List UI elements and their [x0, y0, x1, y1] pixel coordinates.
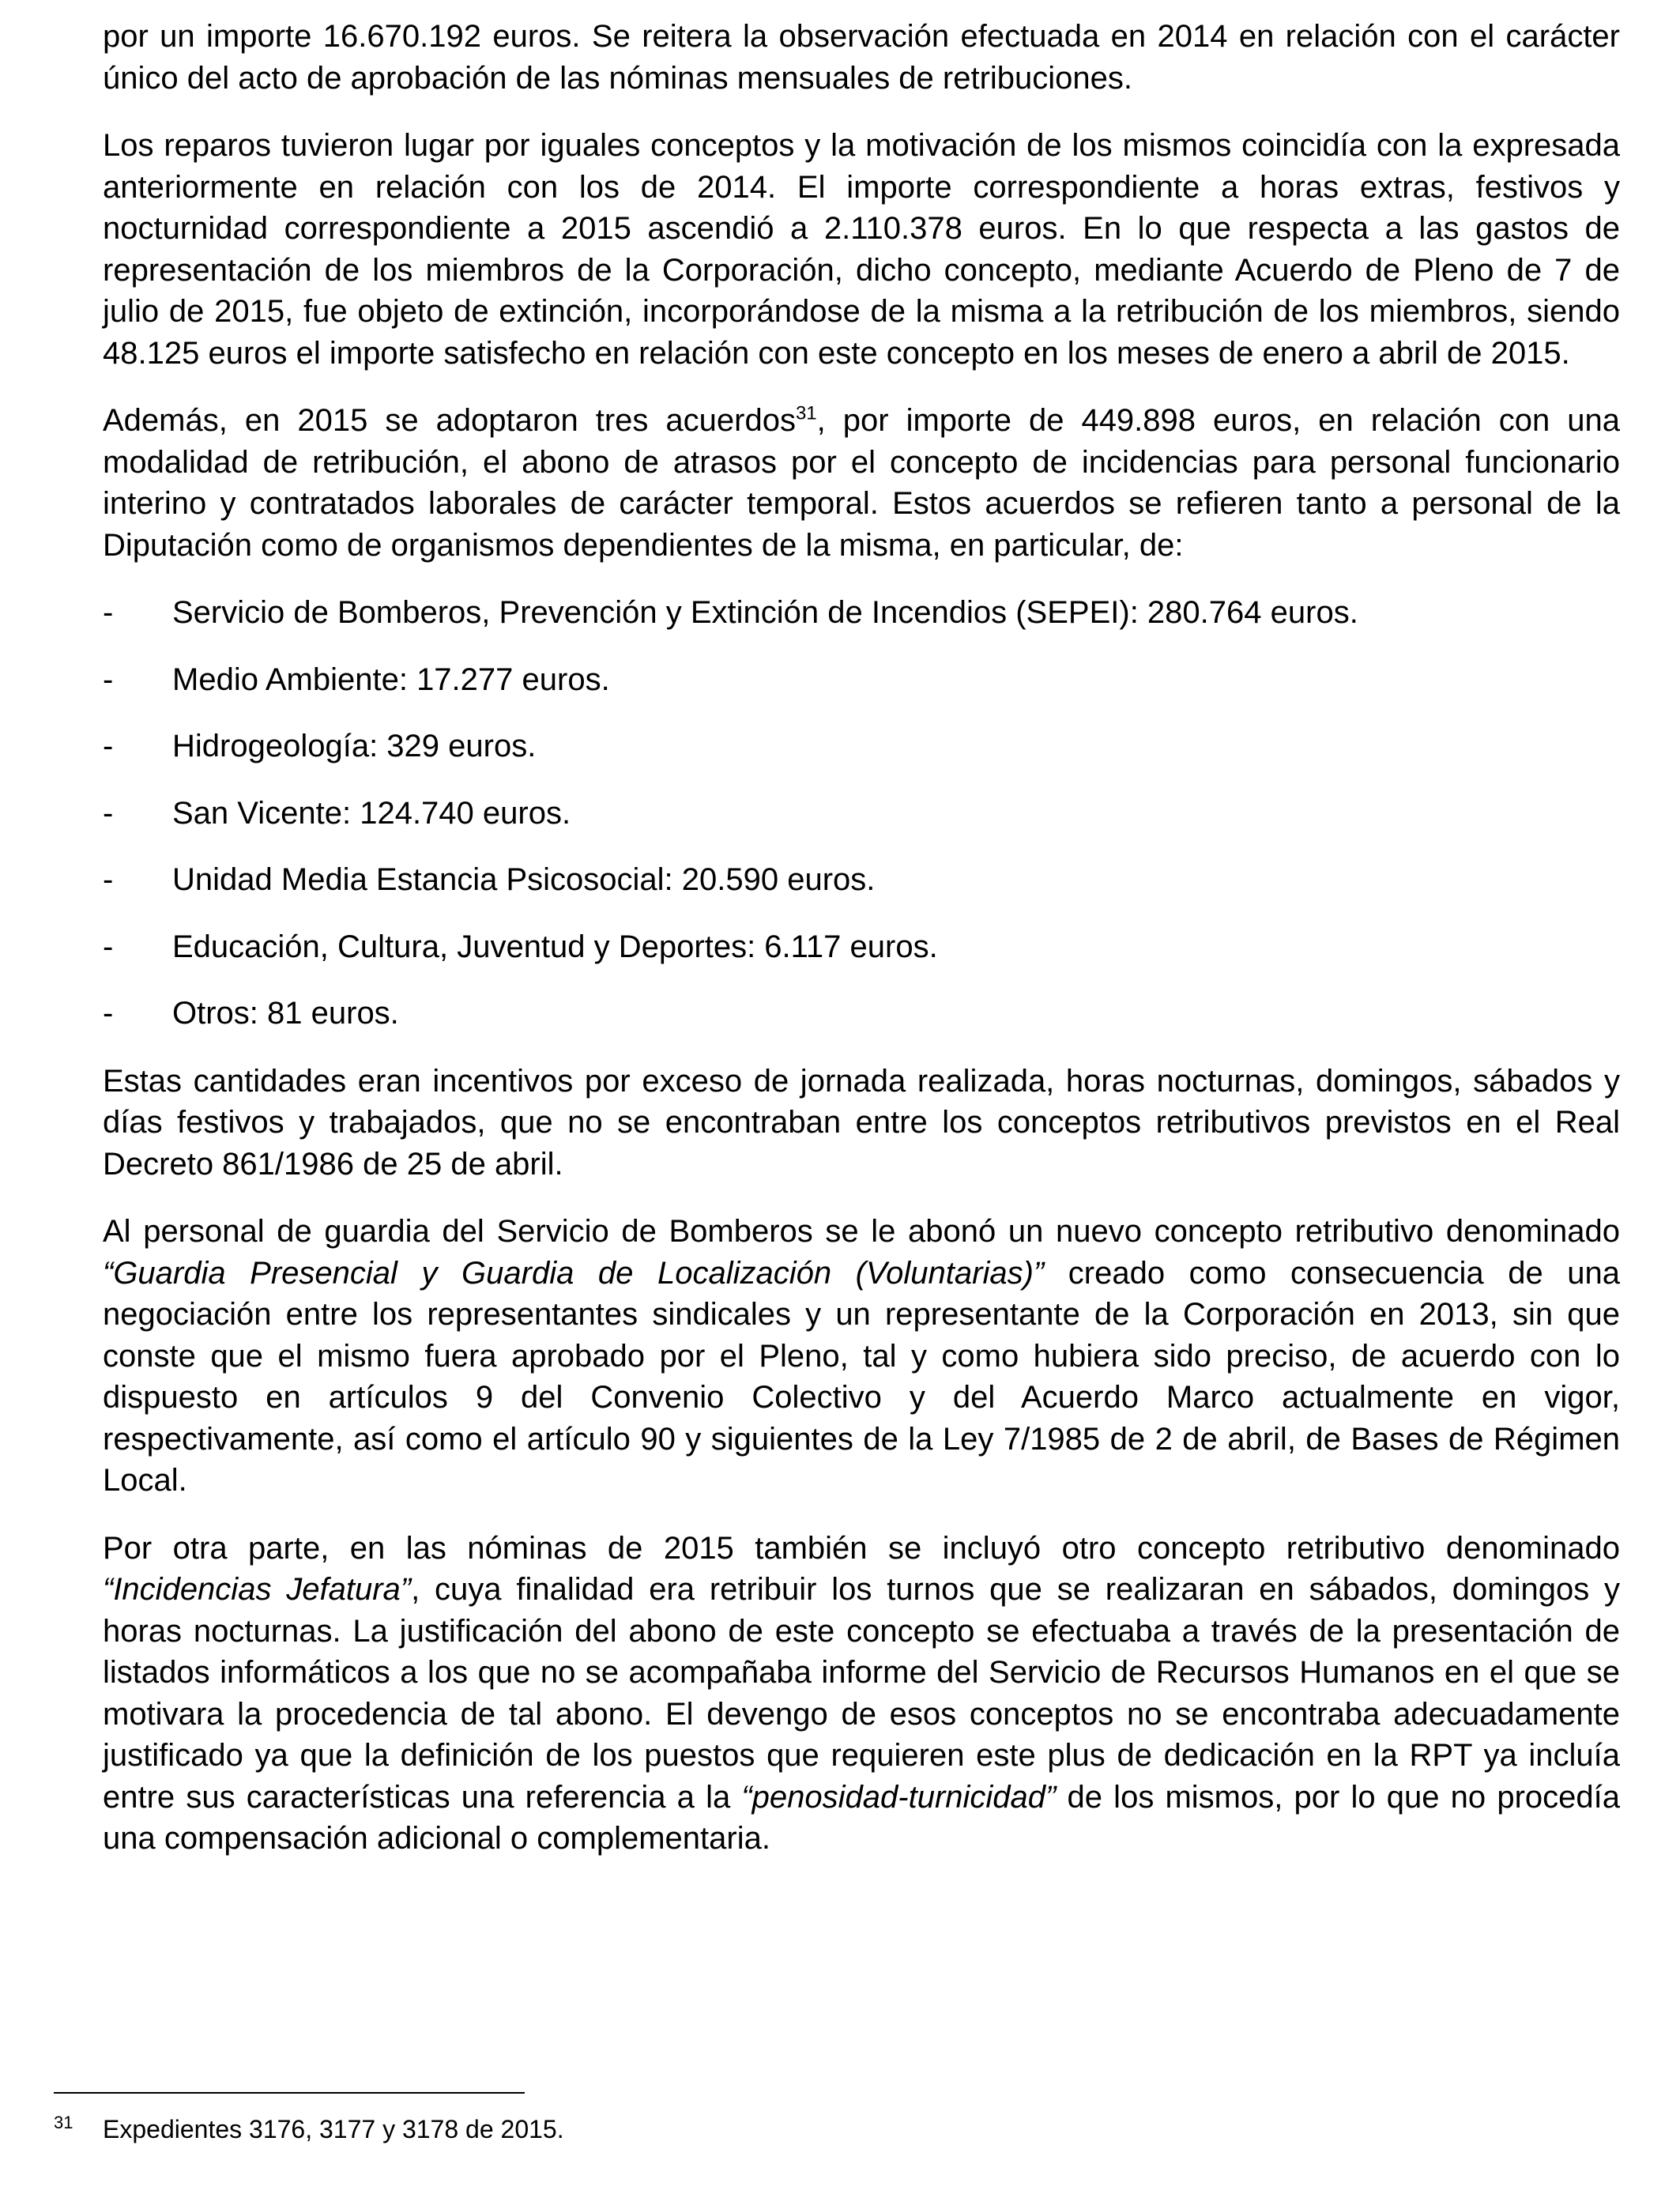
- list-item-text: San Vicente: 124.740 euros.: [172, 795, 571, 831]
- paragraph-5-text-end: creado como consecuencia de una negociación entre los representantes sindicales y un representante de la Corporación en 2013, sin que conste que el mismo fuera aprobado por el Pleno, tal y como hubiera sido preciso, de acuerdo con lo dispuesto en artículos 9 del Convenio Colectivo y del Acuerdo Marco actualmente en vigor, respectivamente, así como el artículo 90 y siguientes de la Ley 7/1985 de 2 de abril, de Bases de Régimen Local.: [103, 1255, 1620, 1498]
- list-item: [103, 926, 1620, 968]
- concept-name-penosidad: “penosidad-turnicidad”: [741, 1779, 1057, 1815]
- paragraph-3: [103, 400, 1620, 566]
- paragraph-2: Los reparos tuvieron lugar por iguales conceptos y la motivación de los mismos coincidía con la expresada anteriormente en relación con los de 2014. El importe correspondiente a horas extras, festivos y nocturnidad correspondiente a 2015 ascendió a 2.110.378 euros. En lo que respecta a las gastos de representación de los miembros de la Corporación, dicho concepto, mediante Acuerdo de Pleno de 7 de julio de 2015, fue objeto de extinción, incorporándose de la misma a la retribución de los miembros, siendo 48.125 euros el importe satisfecho en relación con este concepto en los meses de enero a abril de 2015.: [103, 128, 1620, 371]
- list-item-text: Otros: 81 euros.: [172, 996, 399, 1031]
- dash-bullet: -: [103, 996, 114, 1031]
- footnote-reference[interactable]: 31: [795, 402, 817, 424]
- list-item-text: Medio Ambiente: 17.277 euros.: [172, 662, 610, 697]
- paragraph-6-text-start: Por otra parte, en las nóminas de 2015 también se incluyó otro concepto retributivo denominado: [103, 1530, 1620, 1566]
- dash-bullet: -: [103, 595, 114, 630]
- concept-name-incidencias: “Incidencias Jefatura”: [103, 1572, 412, 1607]
- dash-bullet: -: [103, 795, 114, 831]
- paragraph-5-text-start: Al personal de guardia del Servicio de Bomberos se le abonó un nuevo concepto retributivo denominado: [103, 1214, 1620, 1249]
- dash-bullet: -: [103, 862, 114, 897]
- list-item: [103, 993, 1620, 1035]
- paragraph-1: por un importe 16.670.192 euros. Se reitera la observación efectuada en 2014 en relación con el carácter único del acto de aprobación de las nóminas mensuales de retribuciones.: [103, 19, 1620, 96]
- footnote-text: Expedientes 3176, 3177 y 3178 de 2015.: [103, 2115, 564, 2143]
- dash-bullet: -: [103, 662, 114, 697]
- dash-bullet: -: [103, 729, 114, 763]
- list-item: [103, 659, 1620, 701]
- paragraph-5: [103, 1211, 1620, 1502]
- paragraph-4: Estas cantidades eran incentivos por exceso de jornada realizada, horas nocturnas, domingos, sábados y días festivos y trabajados, que no se encontraban entre los conceptos retributivos previstos en el Real Decreto 861/1986 de 25 de abril.: [103, 1063, 1620, 1182]
- concept-name-guardia: “Guardia Presencial y Guardia de Localización (Voluntarias)”: [103, 1255, 1045, 1291]
- list-item-text: Hidrogeología: 329 euros.: [172, 729, 537, 763]
- footnote: 31 Expedientes 3176, 3177 y 3178 de 2015.: [54, 2113, 564, 2143]
- footnote-separator: [54, 2092, 525, 2094]
- list-item-text: Servicio de Bomberos, Prevención y Extinción de Incendios (SEPEI): 280.764 euros.: [172, 595, 1358, 630]
- list-item: [103, 592, 1620, 634]
- amounts-list: [103, 592, 1620, 1035]
- list-item-text: Educación, Cultura, Juventud y Deportes: 6.117 euros.: [172, 929, 938, 964]
- list-item: [103, 859, 1620, 901]
- list-item-text: Unidad Media Estancia Psicosocial: 20.590 euros.: [172, 862, 876, 897]
- document-page: [103, 16, 1620, 1886]
- paragraph-6: [103, 1528, 1620, 1860]
- paragraph-3-text-end: , por importe de 449.898 euros, en relación con una modalidad de retribución, el abono de atrasos por el concepto de incidencias para personal funcionario interino y contratados laborales de carácter temporal. Estos acuerdos se refieren tanto a personal de la Diputación como de organismos dependientes de la misma, en particular, de:: [103, 403, 1620, 563]
- paragraph-6-text-end: de los mismos, por lo que no procedía una compensación adicional o complementaria.: [103, 1779, 1620, 1856]
- paragraph-6-text-middle: , cuya finalidad era retribuir los turnos que se realizaran en sábados, domingos y horas nocturnas. La justificación del abono de este concepto se efectuaba a través de la presentación de listados informáticos a los que no se acompañaba informe del Servicio de Recursos Humanos en el que se motivara la procedencia de tal abono. El devengo de esos conceptos no se encontraba adecuadamente justificado ya que la definición de los puestos que requieren este plus de dedicación en la RPT ya incluía entre sus características una referencia a la: [103, 1572, 1621, 1815]
- list-item: [103, 793, 1620, 835]
- list-item: [103, 726, 1620, 767]
- dash-bullet: -: [103, 929, 114, 964]
- paragraph-3-text-start: Además, en 2015 se adoptaron tres acuerdos: [103, 403, 796, 438]
